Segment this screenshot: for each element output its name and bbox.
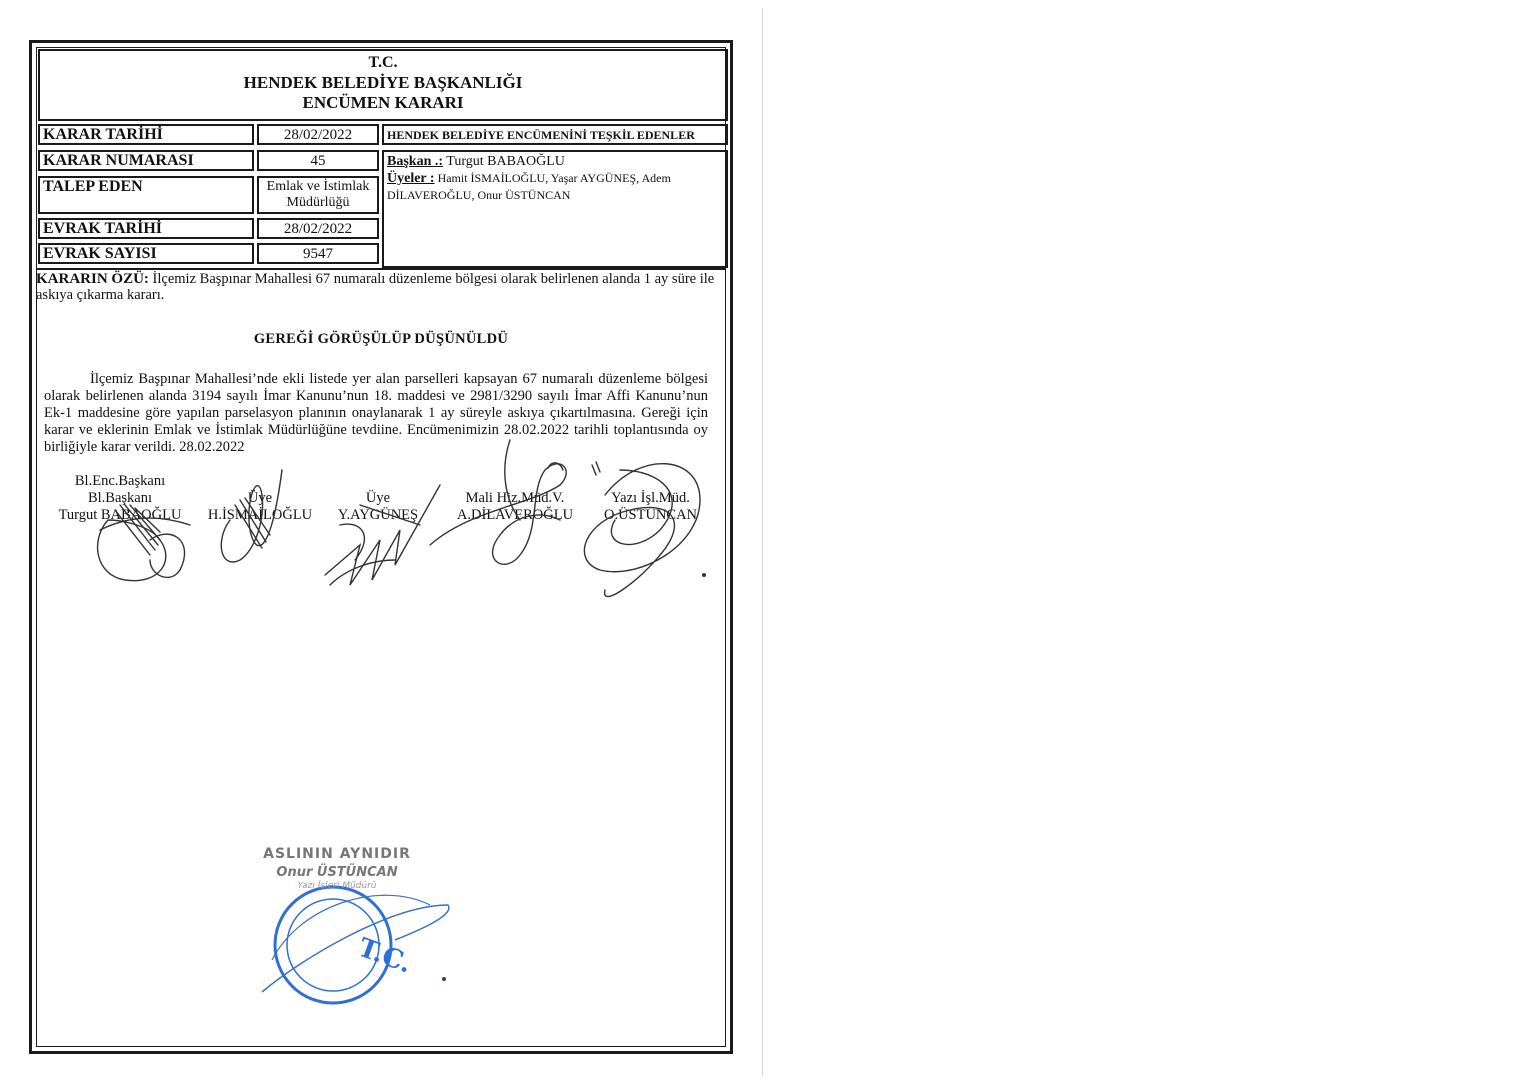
certification-name: Onur ÜSTÜNCAN	[276, 865, 398, 880]
value-evrak-tarihi: 28/02/2022	[257, 218, 379, 239]
summary-text: İlçemiz Başpınar Mahallesi 67 numaralı düzenleme bölgesi olarak belirlenen alanda 1 ay süre ile askıya çıkarma kararı.	[36, 271, 715, 303]
value-talep-eden: Emlak ve İstimlak Müdürlüğü	[257, 176, 379, 214]
signature-1-name: Turgut BABAOĞLU	[58, 507, 182, 523]
signature-scribble-3	[325, 485, 440, 585]
label-karar-numarasi: KARAR NUMARASI	[38, 150, 254, 171]
signature-3-name: Y.AYGÜNEŞ	[337, 507, 419, 523]
signature-2-role: Üye	[247, 490, 273, 506]
seal-center-text: T.C.	[354, 932, 416, 980]
official-seal	[262, 887, 449, 1003]
signature-4-role: Mali Hiz.Müd.V.	[465, 490, 565, 506]
signature-scribble-1	[98, 505, 190, 581]
signature-scribble-5	[584, 462, 700, 597]
header-document-type: ENCÜMEN KARARI	[302, 93, 464, 112]
value-evrak-sayisi: 9547	[257, 243, 379, 264]
signature-scribble-4	[430, 440, 596, 564]
council-members-key: Üyeler :	[387, 171, 435, 186]
label-evrak-tarihi: EVRAK TARİHİ	[38, 218, 254, 239]
signature-scribble-2	[221, 470, 282, 562]
council-chair-name: Turgut BABAOĞLU	[443, 154, 565, 169]
label-evrak-sayisi: EVRAK SAYISI	[38, 243, 254, 264]
label-karar-tarihi: KARAR TARİHİ	[38, 124, 254, 145]
signature-2-name: H.İSMAİLOĞLU	[207, 507, 313, 523]
value-karar-tarihi: 28/02/2022	[257, 124, 379, 145]
signature-3-role: Üye	[365, 490, 391, 506]
signature-4-name: A.DİLAVEROĞLU	[456, 507, 574, 523]
certification-stamp	[262, 846, 412, 891]
summary-label: KARARIN ÖZÜ:	[36, 271, 149, 287]
signature-1-role2: Bl.Başkanı	[87, 490, 153, 506]
label-talep-eden: TALEP EDEN	[38, 176, 254, 214]
signature-5-role: Yazı İşl.Müd.	[611, 490, 690, 506]
decision-heading: GEREĞİ GÖRÜŞÜLÜP DÜŞÜNÜLDÜ	[253, 331, 509, 347]
council-members-names: Hamit İSMAİLOĞLU, Yaşar AYGÜNEŞ, Adem DİLAVEROĞLU, Onur ÜSTÜNCAN	[387, 171, 671, 202]
council-chair-key: Başkan .:	[387, 154, 444, 169]
decision-body: İlçemiz Başpınar Mahallesi’nde ekli listede yer alan parselleri kapsayan 67 numaralı düzenleme bölgesi olarak belirlenen alanda 3194 sayılı İmar Kanunu’nun 18. maddesi ve 2981/3290 sayılı İmar Affi Kanunu’nun Ek-1 maddesine göre yapılan parselasyon planının onaylanarak 1 ay süreyle askıya çıkartılmasına. Gereği için karar ve eklerinin Emlak ve İstimlak Müdürlüğüne tevdiine. Encümenimizin 28.02.2022 tarihli toplantısında oy birliğiyle karar verildi. 28.02.2022	[44, 371, 708, 455]
header-tc: T.C.	[368, 54, 398, 71]
signature-5-name: O.ÜSTÜNCAN	[603, 507, 698, 523]
value-karar-numarasi: 45	[257, 150, 379, 171]
header-institution: HENDEK BELEDİYE BAŞKANLIĞI	[243, 73, 523, 92]
signature-1-role1: Bl.Enc.Başkanı	[74, 473, 166, 489]
council-title: HENDEK BELEDİYE ENCÜMENİNİ TEŞKİL EDENLER	[382, 124, 728, 145]
certification-title: Yazı İşleri Müdürü	[297, 881, 377, 891]
certification-line: ASLININ AYNIDIR	[263, 846, 411, 862]
